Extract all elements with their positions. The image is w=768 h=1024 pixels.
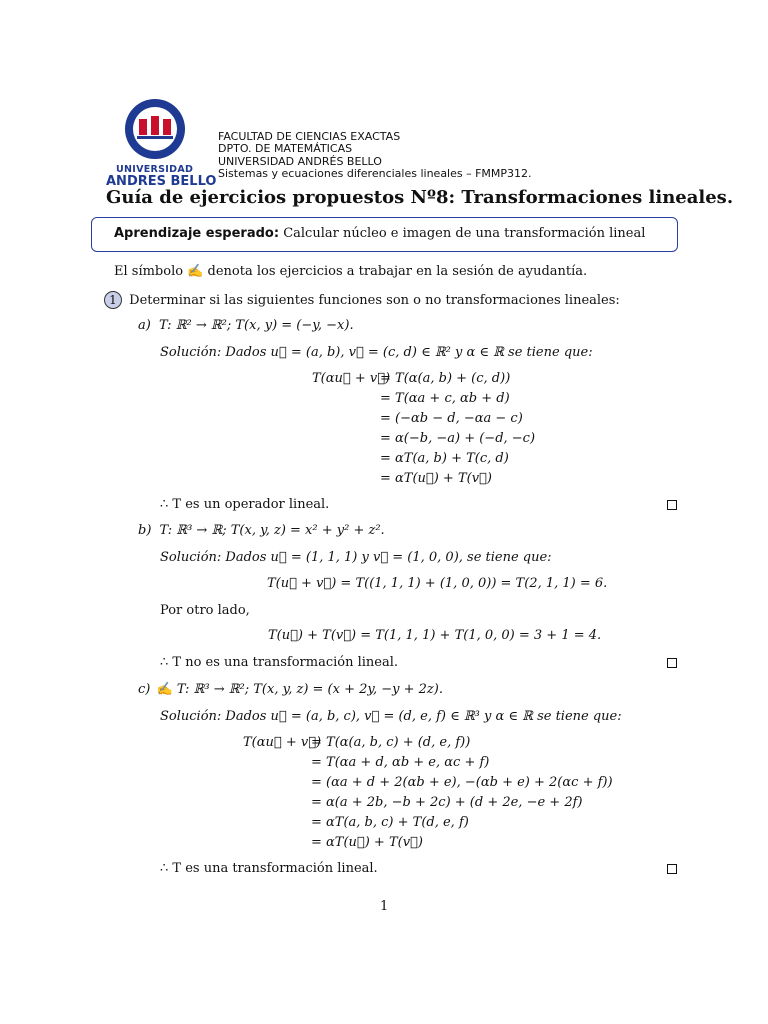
- item-b-solution-label: Solución:: [160, 550, 222, 565]
- item-a-definition: [138, 318, 354, 333]
- item-c-step: = (αa + d + 2(αb + e), −(αb + e) + 2(αc + f)): [311, 775, 613, 790]
- item-c-definition: [138, 682, 443, 697]
- item-c-solution-text: Dados u⃗ = (a, b, c), v⃗ = (d, e, f) ∈ ℝ³ y α ∈ ℝ se tiene que:: [225, 709, 622, 724]
- qed-square-icon: [667, 658, 677, 668]
- item-a-lhs: T(αu⃗ + v⃗): [312, 371, 391, 386]
- item-b-equation-2: T(u⃗) + T(v⃗) = T(1, 1, 1) + T(1, 0, 0) = 3 + 1 = 4.: [268, 628, 602, 643]
- item-c-def: T: ℝ³ → ℝ²; T(x, y, z) = (x + 2y, −y + 2z).: [176, 682, 443, 697]
- qed-square-icon: [667, 500, 677, 510]
- pencil-icon: ✍: [187, 264, 204, 279]
- pencil-icon: ✍: [156, 682, 173, 697]
- item-a-conclusion: ∴ T es un operador lineal.: [160, 497, 330, 512]
- item-c-lhs: T(αu⃗ + v⃗): [243, 735, 322, 750]
- item-a-step: = T(α(a, b) + (c, d)): [380, 371, 511, 386]
- item-b-equation-1: T(u⃗ + v⃗) = T((1, 1, 1) + (1, 0, 0)) = T(2, 1, 1) = 6.: [267, 576, 608, 591]
- page-number: 1: [380, 899, 389, 914]
- item-a-def: T: ℝ² → ℝ²; T(x, y) = (−y, −x).: [158, 318, 354, 333]
- item-a-label: a): [138, 318, 151, 333]
- item-b-solution-text: Dados u⃗ = (1, 1, 1) y v⃗ = (1, 0, 0), se tiene que:: [225, 550, 552, 565]
- item-c-step: = α(a + 2b, −b + 2c) + (d + 2e, −e + 2f): [311, 795, 583, 810]
- intro-text-after: denota los ejercicios a trabajar en la sesión de ayudantía.: [207, 264, 588, 279]
- item-b-label: b): [138, 523, 152, 538]
- item-a-step: = α(−b, −a) + (−d, −c): [380, 431, 536, 446]
- learning-outcome-label: Aprendizaje esperado:: [114, 226, 280, 241]
- item-b-conclusion: ∴ T no es una transformación lineal.: [160, 655, 399, 670]
- item-c-step: = αT(u⃗) + T(v⃗): [311, 835, 423, 850]
- intro-line: [114, 264, 587, 279]
- logo-text-top: UNIVERSIDAD: [116, 164, 194, 175]
- exercise-1-statement: Determinar si las siguientes funciones son o no transformaciones lineales:: [129, 293, 620, 308]
- item-c-step: = T(αa + d, αb + e, αc + f): [311, 755, 490, 770]
- institution-university: UNIVERSIDAD ANDRÉS BELLO: [218, 155, 382, 168]
- item-c-conclusion: ∴ T es una transformación lineal.: [160, 861, 378, 876]
- item-a-solution-intro: [160, 345, 593, 360]
- intro-text-before: El símbolo: [114, 264, 184, 279]
- exercise-1-header: [104, 291, 620, 309]
- item-a-solution-text: Dados u⃗ = (a, b), v⃗ = (c, d) ∈ ℝ² y α ∈ ℝ se tiene que:: [225, 345, 593, 360]
- exercise-number-badge: 1: [104, 291, 122, 309]
- institution-faculty: FACULTAD DE CIENCIAS EXACTAS: [218, 130, 401, 143]
- item-a-step: = T(αa + c, αb + d): [380, 391, 510, 406]
- item-b-def: T: ℝ³ → ℝ; T(x, y, z) = x² + y² + z².: [159, 523, 385, 538]
- item-c-solution-intro: [160, 709, 622, 724]
- item-a-step: = αT(a, b) + T(c, d): [380, 451, 509, 466]
- course-name: Sistemas y ecuaciones diferenciales lineales – FMMP312.: [218, 167, 532, 180]
- item-c-step: = αT(a, b, c) + T(d, e, f): [311, 815, 469, 830]
- item-a-solution-label: Solución:: [160, 345, 222, 360]
- logo-text-bottom: ANDRES BELLO: [106, 174, 217, 189]
- institution-department: DPTO. DE MATEMÁTICAS: [218, 142, 353, 155]
- item-b-solution-intro: [160, 550, 552, 565]
- item-a-step: = (−αb − d, −αa − c): [380, 411, 523, 426]
- learning-outcome: [114, 226, 645, 241]
- item-a-step: = αT(u⃗) + T(v⃗): [380, 471, 492, 486]
- item-c-step: = T(α(a, b, c) + (d, e, f)): [311, 735, 471, 750]
- item-c-label: c): [138, 682, 151, 697]
- item-b-other-side: Por otro lado,: [160, 603, 250, 618]
- learning-outcome-text: Calcular núcleo e imagen de una transformación lineal: [283, 226, 646, 241]
- page-title: Guía de ejercicios propuestos Nº8: Transformaciones lineales.: [106, 187, 734, 208]
- item-c-solution-label: Solución:: [160, 709, 222, 724]
- item-b-definition: [138, 523, 385, 538]
- qed-square-icon: [667, 864, 677, 874]
